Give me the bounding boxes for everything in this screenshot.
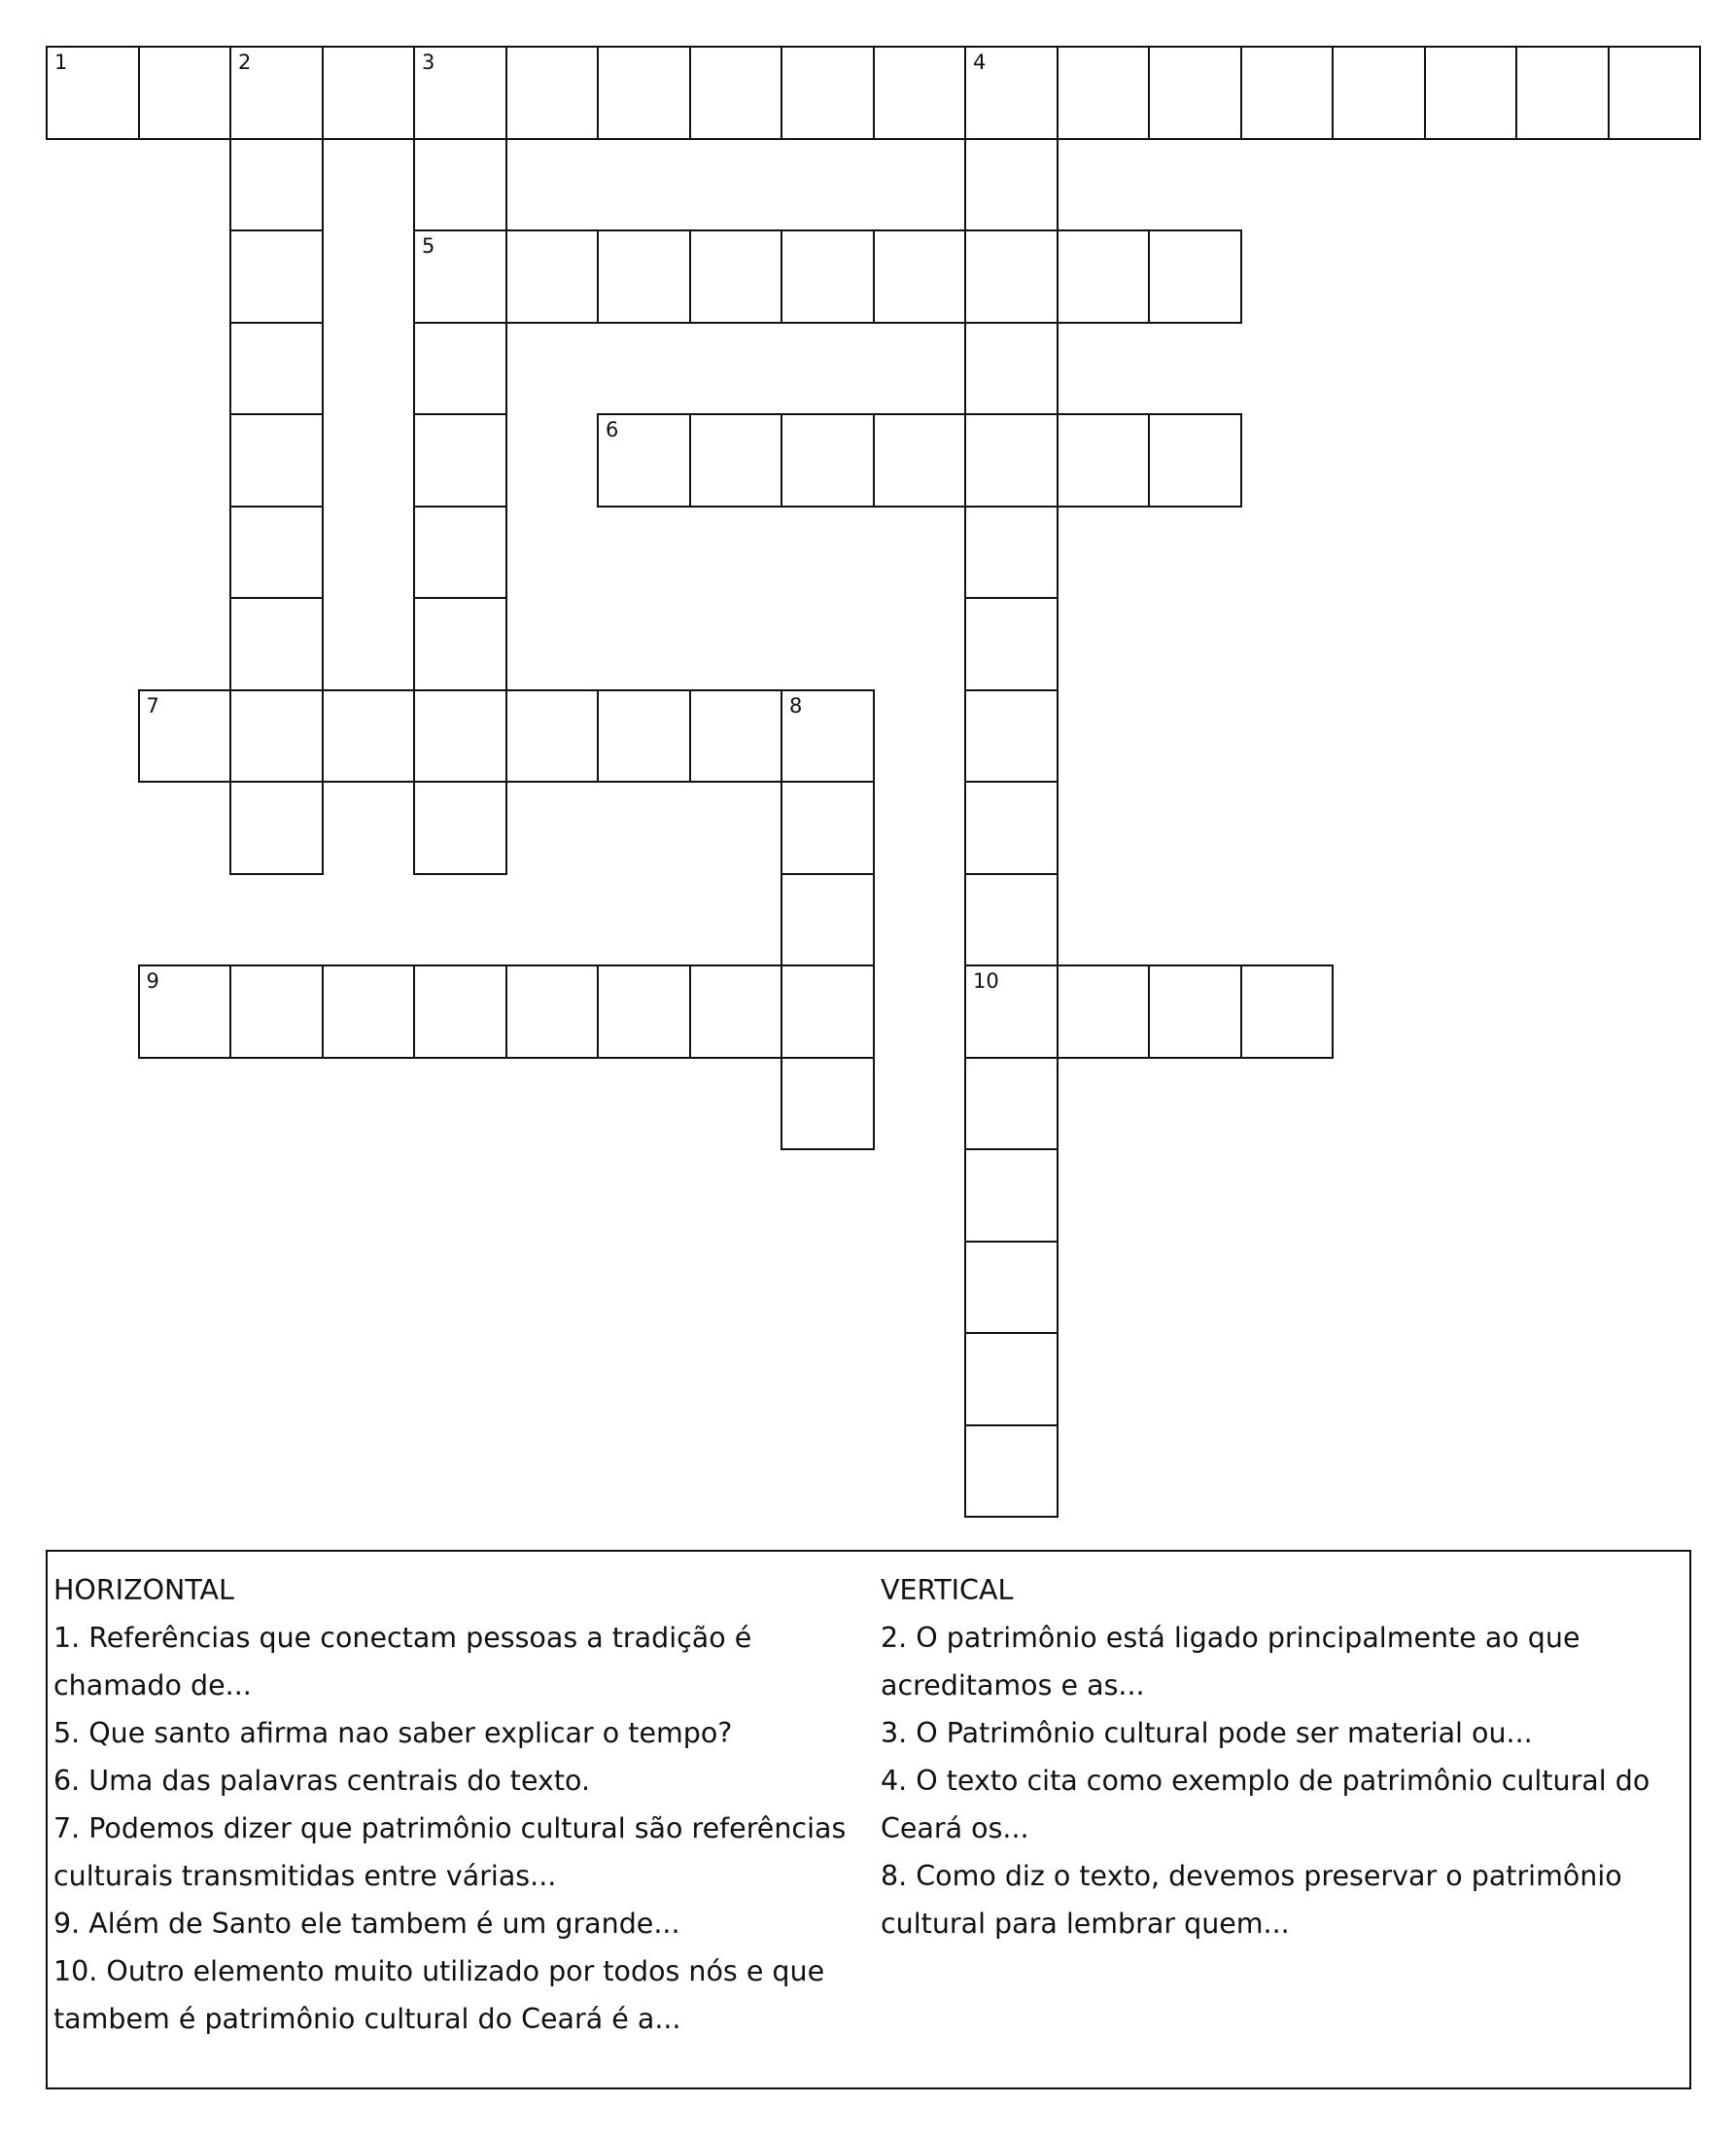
- clue-down-3: 3. O Patrimônio cultural pode ser material ou...: [881, 1717, 1533, 1749]
- grid-cell[interactable]: [781, 229, 875, 324]
- clue-across-10: 10. Outro elemento muito utilizado por todos nós e que tambem é patrimônio cultural do Ceará é a...: [53, 1955, 825, 2035]
- grid-cell[interactable]: [964, 964, 1059, 1059]
- grid-cell[interactable]: [597, 689, 691, 784]
- grid-cell[interactable]: [597, 413, 691, 508]
- grid-cell[interactable]: [229, 413, 324, 508]
- grid-cell[interactable]: [781, 781, 875, 875]
- clue-across-9: 9. Além de Santo ele tambem é um grande...: [53, 1908, 680, 1940]
- grid-cell[interactable]: [689, 46, 783, 140]
- grid-cell[interactable]: [229, 138, 324, 232]
- clue-number: 2: [238, 51, 252, 74]
- grid-cell[interactable]: [1057, 413, 1151, 508]
- horizontal-clues: [53, 1566, 870, 2043]
- clue-down-4: 4. O texto cita como exemplo de patrimônio cultural do Ceará os...: [881, 1765, 1650, 1844]
- clues-panel: [46, 1550, 1691, 2089]
- grid-cell[interactable]: [138, 46, 232, 140]
- grid-cell[interactable]: [964, 322, 1059, 416]
- grid-cell[interactable]: [964, 1057, 1059, 1151]
- grid-cell[interactable]: [505, 689, 600, 784]
- grid-cell[interactable]: [597, 964, 691, 1059]
- grid-cell[interactable]: [1424, 46, 1518, 140]
- grid-cell[interactable]: [1148, 964, 1242, 1059]
- clue-number: 9: [146, 969, 159, 993]
- grid-cell[interactable]: [964, 689, 1059, 784]
- grid-cell[interactable]: [964, 1332, 1059, 1426]
- grid-cell[interactable]: [781, 964, 875, 1059]
- grid-cell[interactable]: [229, 964, 324, 1059]
- clue-across-1: 1. Referências que conectam pessoas a tradição é chamado de...: [53, 1622, 752, 1701]
- grid-cell[interactable]: [1515, 46, 1610, 140]
- clue-down-2: 2. O patrimônio está ligado principalmente ao que acreditamos e as...: [881, 1622, 1580, 1701]
- grid-cell[interactable]: [1057, 964, 1151, 1059]
- grid-cell[interactable]: [964, 1241, 1059, 1335]
- grid-cell[interactable]: [964, 1424, 1059, 1519]
- grid-cell[interactable]: [413, 413, 507, 508]
- grid-cell[interactable]: [229, 689, 324, 784]
- grid-cell[interactable]: [781, 413, 875, 508]
- grid-cell[interactable]: [413, 46, 507, 140]
- grid-cell[interactable]: [229, 229, 324, 324]
- grid-cell[interactable]: [138, 689, 232, 784]
- grid-cell[interactable]: [689, 413, 783, 508]
- grid-cell[interactable]: [413, 138, 507, 232]
- grid-cell[interactable]: [413, 322, 507, 416]
- grid-cell[interactable]: [1057, 46, 1151, 140]
- clue-across-5: 5. Que santo afirma nao saber explicar o tempo?: [53, 1717, 733, 1749]
- grid-cell[interactable]: [597, 46, 691, 140]
- grid-cell[interactable]: [1057, 229, 1151, 324]
- grid-cell[interactable]: [1240, 46, 1335, 140]
- grid-cell[interactable]: [689, 964, 783, 1059]
- grid-cell[interactable]: [322, 46, 416, 140]
- grid-cell[interactable]: [322, 689, 416, 784]
- grid-cell[interactable]: [781, 46, 875, 140]
- grid-cell[interactable]: [781, 689, 875, 784]
- grid-cell[interactable]: [1332, 46, 1426, 140]
- grid-cell[interactable]: [138, 964, 232, 1059]
- clue-number: 7: [146, 693, 159, 718]
- grid-cell[interactable]: [964, 597, 1059, 691]
- grid-cell[interactable]: [505, 46, 600, 140]
- grid-cell[interactable]: [597, 229, 691, 324]
- clue-number: 10: [973, 969, 999, 993]
- grid-cell[interactable]: [964, 229, 1059, 324]
- grid-cell[interactable]: [873, 413, 967, 508]
- clue-number: 3: [422, 51, 435, 74]
- clue-across-6: 6. Uma das palavras centrais do texto.: [53, 1765, 591, 1797]
- grid-cell[interactable]: [413, 689, 507, 784]
- clue-number: 6: [606, 418, 619, 441]
- grid-cell[interactable]: [413, 506, 507, 600]
- grid-cell[interactable]: [229, 597, 324, 691]
- grid-cell[interactable]: [413, 597, 507, 691]
- grid-cell[interactable]: [964, 413, 1059, 508]
- grid-cell[interactable]: [689, 689, 783, 784]
- grid-cell[interactable]: [505, 964, 600, 1059]
- grid-cell[interactable]: [964, 781, 1059, 875]
- grid-cell[interactable]: [229, 506, 324, 600]
- grid-cell[interactable]: [964, 873, 1059, 967]
- grid-cell[interactable]: [964, 506, 1059, 600]
- grid-cell[interactable]: [322, 964, 416, 1059]
- grid-cell[interactable]: [229, 781, 324, 875]
- clue-number: 1: [54, 51, 68, 74]
- horizontal-heading: HORIZONTAL: [53, 1574, 234, 1606]
- grid-cell[interactable]: [964, 1148, 1059, 1243]
- vertical-heading: VERTICAL: [881, 1574, 1014, 1606]
- grid-cell[interactable]: [413, 781, 507, 875]
- grid-cell[interactable]: [229, 322, 324, 416]
- grid-cell[interactable]: [781, 1057, 875, 1151]
- grid-cell[interactable]: [505, 229, 600, 324]
- grid-cell[interactable]: [1148, 46, 1242, 140]
- grid-cell[interactable]: [413, 964, 507, 1059]
- clue-number: 4: [973, 51, 987, 74]
- clue-down-8: 8. Como diz o texto, devemos preservar o patrimônio cultural para lembrar quem...: [881, 1860, 1622, 1940]
- grid-cell[interactable]: [873, 46, 967, 140]
- vertical-clues: [881, 1566, 1687, 1947]
- grid-cell[interactable]: [689, 229, 783, 324]
- grid-cell[interactable]: [1148, 229, 1242, 324]
- grid-cell[interactable]: [229, 46, 324, 140]
- clue-number: 5: [422, 234, 435, 258]
- clue-number: 8: [789, 693, 803, 718]
- clue-across-7: 7. Podemos dizer que patrimônio cultural são referências culturais transmitidas entre várias...: [53, 1812, 847, 1892]
- grid-cell[interactable]: [964, 138, 1059, 232]
- grid-cell[interactable]: [413, 229, 507, 324]
- grid-cell[interactable]: [964, 46, 1059, 140]
- grid-cell[interactable]: [46, 46, 140, 140]
- grid-cell[interactable]: [781, 873, 875, 967]
- grid-cell[interactable]: [873, 229, 967, 324]
- grid-cell[interactable]: [1608, 46, 1702, 140]
- grid-cell[interactable]: [1148, 413, 1242, 508]
- grid-cell[interactable]: [1240, 964, 1335, 1059]
